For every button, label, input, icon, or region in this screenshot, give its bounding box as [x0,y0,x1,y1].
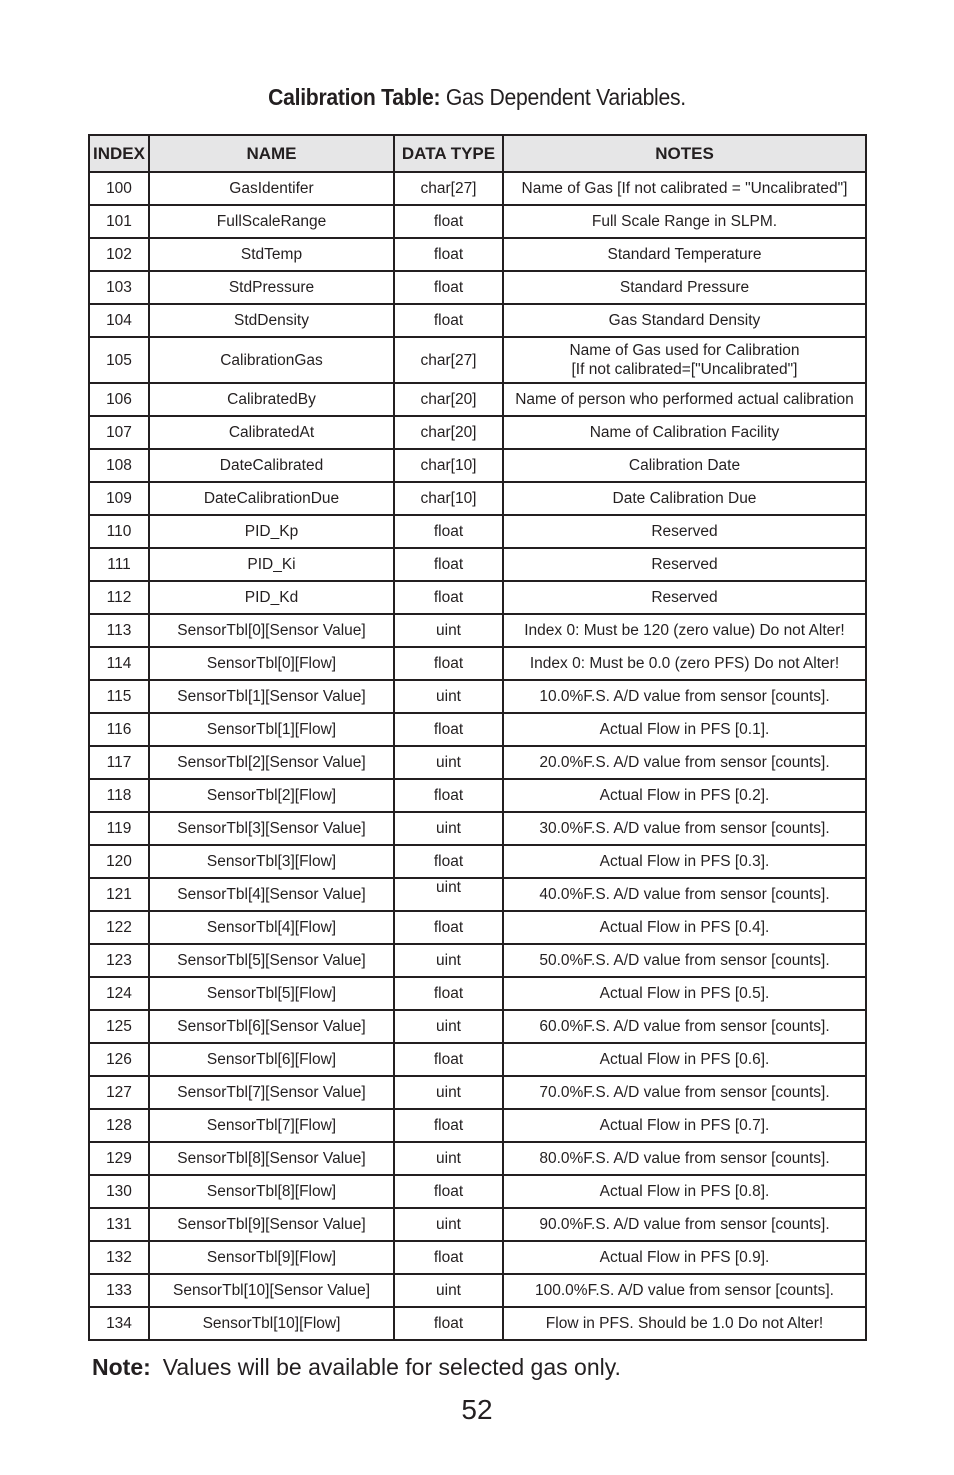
data-type-cell: uint [394,1076,503,1109]
index-cell: 123 [89,944,149,977]
name-cell: SensorTbl[10][Sensor Value] [149,1274,394,1307]
data-type-cell: float [394,304,503,337]
table-row [89,271,866,304]
notes-cell: Standard Temperature [503,238,866,271]
header-data-type: DATA TYPE [394,135,503,172]
index-cell: 109 [89,482,149,515]
notes-line: Name of Gas used for Calibration [569,342,800,359]
table-row [89,845,866,878]
data-type-cell: uint [394,944,503,977]
name-cell: SensorTbl[1][Sensor Value] [149,680,394,713]
table-row [89,1274,866,1307]
header-index: INDEX [89,135,149,172]
name-cell: GasIdentifer [149,172,394,205]
index-cell: 125 [89,1010,149,1043]
index-cell: 106 [89,383,149,416]
data-type-cell: float [394,647,503,680]
table-row [89,878,866,911]
index-cell: 129 [89,1142,149,1175]
table-row [89,1076,866,1109]
table-row [89,416,866,449]
name-cell: SensorTbl[8][Flow] [149,1175,394,1208]
table-row [89,337,866,383]
table-row [89,1175,866,1208]
data-type-cell: float [394,779,503,812]
table-title [38,84,916,111]
table-row [89,449,866,482]
table-row [89,680,866,713]
name-cell: SensorTbl[6][Flow] [149,1043,394,1076]
index-cell: 105 [89,337,149,383]
table-row [89,1307,866,1340]
name-cell: SensorTbl[2][Flow] [149,779,394,812]
table-row [89,548,866,581]
table-row [89,944,866,977]
notes-cell: Index 0: Must be 120 (zero value) Do not Alter! [503,614,866,647]
notes-cell: 10.0%F.S. A/D value from sensor [counts]. [503,680,866,713]
table-row [89,713,866,746]
table-row [89,1043,866,1076]
notes-cell: 40.0%F.S. A/D value from sensor [counts]. [503,878,866,911]
name-cell: StdDensity [149,304,394,337]
data-type-cell: uint [394,878,503,911]
notes-cell: Full Scale Range in SLPM. [503,205,866,238]
data-type-cell: uint [394,1010,503,1043]
table-row [89,515,866,548]
index-cell: 118 [89,779,149,812]
index-cell: 101 [89,205,149,238]
header-notes: NOTES [503,135,866,172]
notes-cell: Reserved [503,548,866,581]
data-type-cell: float [394,271,503,304]
footnote [92,1354,621,1381]
name-cell: SensorTbl[4][Flow] [149,911,394,944]
data-type-cell: char[27] [394,337,503,383]
name-cell: DateCalibrated [149,449,394,482]
name-cell: FullScaleRange [149,205,394,238]
data-type-cell: float [394,581,503,614]
table-row [89,482,866,515]
index-cell: 121 [89,878,149,911]
index-cell: 119 [89,812,149,845]
name-cell: SensorTbl[5][Sensor Value] [149,944,394,977]
notes-cell: Actual Flow in PFS [0.5]. [503,977,866,1010]
name-cell: SensorTbl[5][Flow] [149,977,394,1010]
name-cell: SensorTbl[9][Sensor Value] [149,1208,394,1241]
index-cell: 113 [89,614,149,647]
table-row [89,304,866,337]
notes-cell: Actual Flow in PFS [0.3]. [503,845,866,878]
notes-cell: Actual Flow in PFS [0.2]. [503,779,866,812]
index-cell: 120 [89,845,149,878]
notes-cell: Actual Flow in PFS [0.4]. [503,911,866,944]
notes-cell [503,337,866,383]
notes-cell: Flow in PFS. Should be 1.0 Do not Alter! [503,1307,866,1340]
notes-cell: 90.0%F.S. A/D value from sensor [counts]. [503,1208,866,1241]
page-number: 52 [461,1394,493,1425]
table-body [89,172,866,1340]
table-row [89,647,866,680]
index-cell: 112 [89,581,149,614]
data-type-cell: uint [394,812,503,845]
index-cell: 126 [89,1043,149,1076]
table-row [89,1142,866,1175]
name-cell: SensorTbl[4][Sensor Value] [149,878,394,911]
index-cell: 115 [89,680,149,713]
index-cell: 104 [89,304,149,337]
data-type-cell: char[27] [394,172,503,205]
name-cell: SensorTbl[7][Sensor Value] [149,1076,394,1109]
name-cell: SensorTbl[2][Sensor Value] [149,746,394,779]
table-row [89,614,866,647]
table-row [89,1208,866,1241]
table-row [89,172,866,205]
data-type-cell: char[20] [394,416,503,449]
name-cell: SensorTbl[0][Flow] [149,647,394,680]
notes-cell: Name of Gas [If not calibrated = "Uncalibrated"] [503,172,866,205]
data-type-cell: float [394,1109,503,1142]
notes-cell: Reserved [503,581,866,614]
data-type-cell: uint [394,614,503,647]
notes-cell: 20.0%F.S. A/D value from sensor [counts]. [503,746,866,779]
name-cell: SensorTbl[7][Flow] [149,1109,394,1142]
name-cell: DateCalibrationDue [149,482,394,515]
notes-cell: Actual Flow in PFS [0.6]. [503,1043,866,1076]
index-cell: 127 [89,1076,149,1109]
notes-cell: 50.0%F.S. A/D value from sensor [counts]. [503,944,866,977]
data-type-cell: float [394,977,503,1010]
data-type-cell: float [394,515,503,548]
name-cell: SensorTbl[6][Sensor Value] [149,1010,394,1043]
data-type-cell: float [394,1307,503,1340]
notes-cell: Reserved [503,515,866,548]
name-cell: SensorTbl[10][Flow] [149,1307,394,1340]
notes-cell: Index 0: Must be 0.0 (zero PFS) Do not Alter! [503,647,866,680]
notes-cell: Name of Calibration Facility [503,416,866,449]
table-row [89,1109,866,1142]
notes-cell: 30.0%F.S. A/D value from sensor [counts]. [503,812,866,845]
index-cell: 122 [89,911,149,944]
footnote-text: Values will be available for selected gas only. [162,1354,621,1380]
index-cell: 131 [89,1208,149,1241]
notes-cell: Actual Flow in PFS [0.8]. [503,1175,866,1208]
name-cell: CalibrationGas [149,337,394,383]
name-cell: PID_Kp [149,515,394,548]
name-cell: SensorTbl[9][Flow] [149,1241,394,1274]
table-row [89,205,866,238]
notes-cell: Actual Flow in PFS [0.9]. [503,1241,866,1274]
index-cell: 132 [89,1241,149,1274]
header-row [89,135,866,172]
index-cell: 100 [89,172,149,205]
notes-cell: 80.0%F.S. A/D value from sensor [counts]. [503,1142,866,1175]
notes-cell: Gas Standard Density [503,304,866,337]
data-type-cell: uint [394,1142,503,1175]
data-type-cell: char[20] [394,383,503,416]
index-cell: 124 [89,977,149,1010]
table-row [89,238,866,271]
index-cell: 102 [89,238,149,271]
data-type-cell: float [394,205,503,238]
name-cell: SensorTbl[3][Flow] [149,845,394,878]
index-cell: 114 [89,647,149,680]
table-row [89,812,866,845]
notes-cell: 70.0%F.S. A/D value from sensor [counts]. [503,1076,866,1109]
name-cell: CalibratedBy [149,383,394,416]
name-cell: CalibratedAt [149,416,394,449]
name-cell: SensorTbl[0][Sensor Value] [149,614,394,647]
table-row [89,1241,866,1274]
notes-cell: Calibration Date [503,449,866,482]
table-row [89,581,866,614]
index-cell: 103 [89,271,149,304]
index-cell: 134 [89,1307,149,1340]
table-row [89,383,866,416]
index-cell: 133 [89,1274,149,1307]
notes-line: [If not calibrated=["Uncalibrated"] [571,361,798,378]
notes-cell: Actual Flow in PFS [0.1]. [503,713,866,746]
data-type-cell: float [394,1241,503,1274]
data-type-cell: char[10] [394,449,503,482]
index-cell: 128 [89,1109,149,1142]
data-type-cell: float [394,845,503,878]
name-cell: SensorTbl[3][Sensor Value] [149,812,394,845]
data-type-cell: float [394,1175,503,1208]
index-cell: 130 [89,1175,149,1208]
footnote-label: Note: [92,1354,151,1380]
notes-cell: Actual Flow in PFS [0.7]. [503,1109,866,1142]
name-cell: PID_Kd [149,581,394,614]
notes-cell: Standard Pressure [503,271,866,304]
data-type-cell: float [394,713,503,746]
notes-cell: Date Calibration Due [503,482,866,515]
index-cell: 108 [89,449,149,482]
index-cell: 110 [89,515,149,548]
header-name: NAME [149,135,394,172]
data-type-cell: uint [394,1208,503,1241]
data-type-cell: float [394,911,503,944]
table-title-text: Gas Dependent Variables. [445,84,686,110]
index-cell: 107 [89,416,149,449]
name-cell: SensorTbl[1][Flow] [149,713,394,746]
data-type-cell: uint [394,746,503,779]
table-row [89,779,866,812]
calibration-table [88,134,867,1341]
data-type-cell: char[10] [394,482,503,515]
name-cell: SensorTbl[8][Sensor Value] [149,1142,394,1175]
notes-cell: 60.0%F.S. A/D value from sensor [counts]. [503,1010,866,1043]
name-cell: StdTemp [149,238,394,271]
data-type-cell: uint [394,680,503,713]
notes-cell: 100.0%F.S. A/D value from sensor [counts]. [503,1274,866,1307]
table-row [89,977,866,1010]
name-cell: StdPressure [149,271,394,304]
data-type-cell: float [394,238,503,271]
name-cell: PID_Ki [149,548,394,581]
data-type-cell: float [394,1043,503,1076]
index-cell: 116 [89,713,149,746]
index-cell: 111 [89,548,149,581]
table-title-label: Calibration Table: [268,84,441,110]
data-type-cell: float [394,548,503,581]
table-row [89,911,866,944]
table-row [89,746,866,779]
notes-cell: Name of person who performed actual calibration [503,383,866,416]
table-row [89,1010,866,1043]
data-type-cell: uint [394,1274,503,1307]
index-cell: 117 [89,746,149,779]
